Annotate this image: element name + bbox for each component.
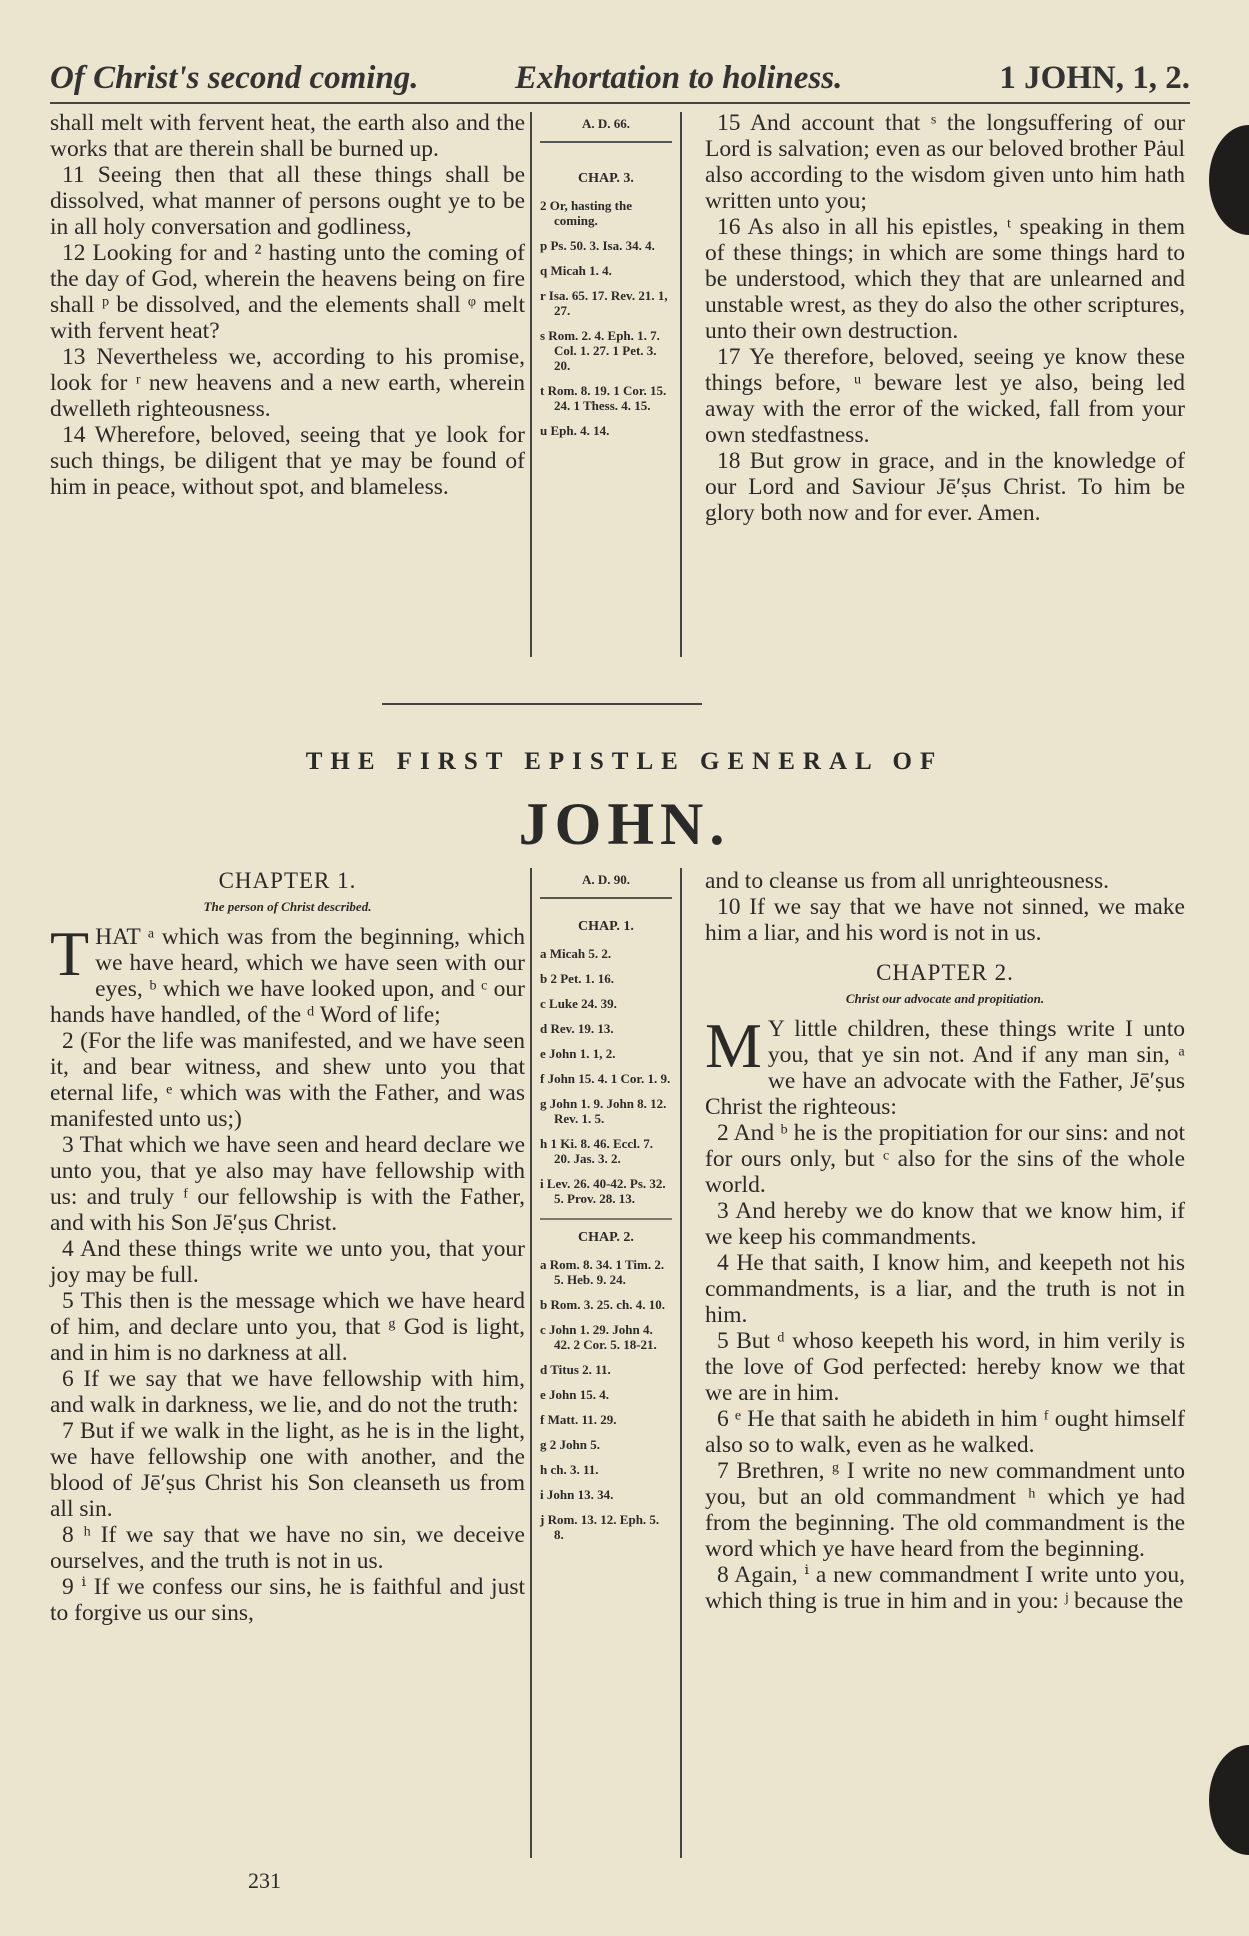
- year-note: A. D. 66.: [540, 112, 672, 143]
- verse: 7 But if we walk in the light, as he is in the light, we have fellowship one with another, and the blood of Jē′ṣus Christ his Son cleanseth us from all sin.: [50, 1418, 525, 1522]
- cross-reference: g John 1. 9. John 8. 12. Rev. 1. 5.: [540, 1096, 667, 1126]
- verse: 6 ᵉ He that saith he abideth in him ᶠ ought himself also so to walk, even as he walked.: [705, 1406, 1185, 1458]
- verse: 3 That which we have seen and heard declare we unto you, that ye also may have fellowship with us: and truly ᶠ our fellowship is with the Father, and with his Son Jē′ṣus Christ.: [50, 1132, 525, 1236]
- cross-reference: u Eph. 4. 14.: [540, 423, 610, 438]
- verse: 2 (For the life was manifested, and we have seen it, and bear witness, and shew unto you that eternal life, ᵉ which was with the Father, and was manifested unto us;): [50, 1028, 525, 1132]
- cross-reference: h 1 Ki. 8. 46. Eccl. 7. 20. Jas. 3. 2.: [540, 1136, 654, 1166]
- cross-reference: e John 15. 4.: [540, 1387, 609, 1402]
- cross-reference: a Micah 5. 2.: [540, 946, 612, 961]
- cross-reference: g 2 John 5.: [540, 1437, 600, 1452]
- cross-reference: f Matt. 11. 29.: [540, 1412, 617, 1427]
- cross-reference: b 2 Pet. 1. 16.: [540, 971, 615, 986]
- verse: 3 And hereby we do know that we know him, if we keep his commandments.: [705, 1198, 1185, 1250]
- verse: 14 Wherefore, beloved, seeing that ye look for such things, be diligent that ye may be found of him in peace, without spot, and blameless.: [50, 422, 525, 500]
- verse: 13 Nevertheless we, according to his promise, look for ʳ new heavens and a new earth, wherein dwelleth righteousness.: [50, 344, 525, 422]
- page-number: 231: [248, 1868, 281, 1893]
- top-right-column: [705, 110, 1185, 526]
- drop-cap: M: [705, 1010, 762, 1081]
- cross-reference: i John 13. 34.: [540, 1487, 614, 1502]
- verse: 11 Seeing then that all these things shall be dissolved, what manner of persons ought ye to be in all holy conversation and godliness,: [50, 162, 525, 240]
- running-header: [50, 58, 1190, 104]
- verse: 18 But grow in grace, and in the knowledge of our Lord and Saviour Jē′ṣus Christ. To him be glory both now and for ever. Amen.: [705, 448, 1185, 526]
- chapter-heading: CHAPTER 1.: [218, 868, 357, 893]
- verse: 4 And these things write we unto you, that your joy may be full.: [50, 1236, 525, 1288]
- chapter-summary: Christ our advocate and propitiation.: [845, 991, 1045, 1006]
- verse: 8 Again, ⁱ a new commandment I write unto you, which thing is true in him and in you: ʲ because the: [705, 1562, 1185, 1614]
- year-note: A. D. 90.: [540, 868, 672, 899]
- header-right: 1 JOHN, 1, 2.: [999, 60, 1190, 96]
- verse: 6 If we say that we have fellowship with him, and walk in darkness, we lie, and do not the truth:: [50, 1366, 525, 1418]
- section-divider: [382, 703, 702, 705]
- verse: 8 ʰ If we say that we have no sin, we deceive ourselves, and the truth is not in us.: [50, 1522, 525, 1574]
- cross-reference: a Rom. 8. 34. 1 Tim. 2. 5. Heb. 9. 24.: [540, 1257, 665, 1287]
- chapter-note: CHAP. 1.: [578, 919, 634, 934]
- cross-reference: 2 Or, hasting the coming.: [540, 198, 632, 228]
- verse: 17 Ye therefore, beloved, seeing ye know these things before, ᵘ beware lest ye also, being led away with the error of the wicked, fall from your own stedfastness.: [705, 344, 1185, 448]
- verse: shall melt with fervent heat, the earth also and the works that are therein shall be burned up.: [50, 110, 525, 162]
- cross-reference: p Ps. 50. 3. Isa. 34. 4.: [540, 238, 655, 253]
- book-title-line1: THE FIRST EPISTLE GENERAL OF: [305, 748, 944, 775]
- cross-reference: e John 1. 1, 2.: [540, 1046, 616, 1061]
- verse: 5 But ᵈ whoso keepeth his word, in him verily is the love of God perfected: hereby know we that we are in him.: [705, 1328, 1185, 1406]
- cross-reference: c John 1. 29. John 4. 42. 2 Cor. 5. 18-21.: [540, 1322, 657, 1352]
- verse: Y little children, these things write I unto you, that ye sin not. And if any man sin, ᵃ we have an advocate with the Father, Jē′ṣus Christ the righteous:: [705, 1016, 1185, 1120]
- cross-reference: b Rom. 3. 25. ch. 4. 10.: [540, 1297, 665, 1312]
- chapter-heading: CHAPTER 2.: [876, 960, 1014, 985]
- thumb-index-tab[interactable]: [1209, 1745, 1249, 1855]
- cross-reference: d Rev. 19. 13.: [540, 1021, 614, 1036]
- cross-reference: c Luke 24. 39.: [540, 996, 617, 1011]
- cross-reference: t Rom. 8. 19. 1 Cor. 15. 24. 1 Thess. 4. 15.: [540, 383, 667, 413]
- top-margin-notes: [530, 112, 682, 657]
- header-center: Exhortation to holiness.: [515, 60, 843, 96]
- cross-reference: h ch. 3. 11.: [540, 1462, 599, 1477]
- bottom-left-column: [50, 868, 525, 1626]
- verse: 16 As also in all his epistles, ᵗ speaking in them of these things; in which are some things hard to be understood, which they that are unlearned and unstable wrest, as they do also the other scriptures, unto their own destruction.: [705, 214, 1185, 344]
- cross-reference: s Rom. 2. 4. Eph. 1. 7. Col. 1. 27. 1 Pet. 3. 20.: [540, 328, 660, 373]
- verse: 2 And ᵇ he is the propitiation for our sins: and not for ours only, but ᶜ also for the sins of the whole world.: [705, 1120, 1185, 1198]
- verse: 10 If we say that we have not sinned, we make him a liar, and his word is not in us.: [705, 894, 1185, 946]
- top-left-column: [50, 110, 525, 500]
- header-left: Of Christ's second coming.: [50, 60, 419, 96]
- verse: 9 ⁱ If we confess our sins, he is faithful and just to forgive us our sins,: [50, 1574, 525, 1626]
- chapter-note: CHAP. 2.: [578, 1230, 634, 1245]
- cross-reference: r Isa. 65. 17. Rev. 21. 1, 27.: [540, 288, 668, 318]
- cross-reference: f John 15. 4. 1 Cor. 1. 9.: [540, 1071, 671, 1086]
- cross-reference: q Micah 1. 4.: [540, 263, 612, 278]
- bottom-margin-notes: [530, 868, 682, 1858]
- bottom-right-column: [705, 868, 1185, 1614]
- verse: and to cleanse us from all unrighteousness.: [705, 868, 1109, 894]
- book-title: JOHN.: [518, 791, 731, 857]
- verse: HAT ᵃ which was from the beginning, which we have heard, which we have seen with our eyes, ᵇ which we have looked upon, and ᶜ our hands have handled, of the ᵈ Word of life;: [50, 924, 525, 1028]
- verse: 4 He that saith, I know him, and keepeth not his commandments, is a liar, and the truth is not in him.: [705, 1250, 1185, 1328]
- drop-cap: T: [50, 918, 90, 989]
- verse: 5 This then is the message which we have heard of him, and declare unto you, that ᵍ God is light, and in him is no darkness at all.: [50, 1288, 525, 1366]
- thumb-index-tab[interactable]: [1209, 125, 1249, 235]
- cross-reference: j Rom. 13. 12. Eph. 5. 8.: [540, 1512, 660, 1542]
- chapter-note: CHAP. 3.: [578, 171, 634, 186]
- verse: 15 And account that ˢ the longsuffering of our Lord is salvation; even as our beloved brother Pȧul also according to the wisdom given unto him hath written unto you;: [705, 110, 1185, 214]
- verse: 12 Looking for and ² hasting unto the coming of the day of God, wherein the heavens being on fire shall ᵖ be dissolved, and the elements shall ᵠ melt with fervent heat?: [50, 240, 525, 344]
- chapter-summary: The person of Christ described.: [203, 899, 372, 914]
- cross-reference: i Lev. 26. 40-42. Ps. 32. 5. Prov. 28. 13.: [540, 1176, 666, 1206]
- verse: 7 Brethren, ᵍ I write no new commandment unto you, but an old commandment ʰ which ye had from the beginning. The old commandment is the word which ye have heard from the beginning.: [705, 1458, 1185, 1562]
- cross-reference: d Titus 2. 11.: [540, 1362, 611, 1377]
